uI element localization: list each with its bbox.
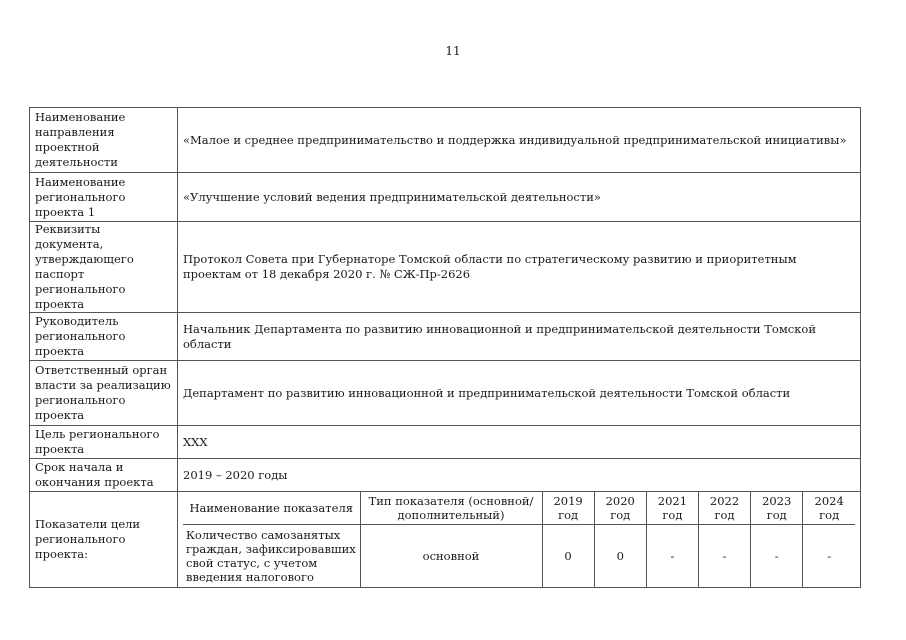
header-year: 2021 год xyxy=(646,492,698,524)
table-row xyxy=(30,173,861,222)
row-label: Руководитель регионального проекта xyxy=(30,313,178,361)
indicators-table xyxy=(183,492,855,587)
table-row xyxy=(30,459,861,492)
indicator-value: - xyxy=(646,524,698,587)
indicator-value: - xyxy=(698,524,750,587)
row-value: Департамент по развитию инновационной и предпринимательской деятельности Томской области xyxy=(178,361,861,426)
indicators-label: Показатели цели регионального проекта: xyxy=(30,492,178,588)
table-row xyxy=(30,222,861,313)
row-value: Протокол Совета при Губернаторе Томской области по стратегическому развитию и приоритетным проектам от 18 декабря 2020 г. № СЖ-Пр-2626 xyxy=(178,222,861,313)
indicator-value: - xyxy=(751,524,803,587)
header-indicator-type: Тип показателя (основной/дополнительный) xyxy=(360,492,542,524)
row-value: «Малое и среднее предпринимательство и поддержка индивидуальной предпринимательской инициативы» xyxy=(178,108,861,173)
row-label: Ответственный орган власти за реализацию регионального проекта xyxy=(30,361,178,426)
indicators-header-row xyxy=(183,492,855,524)
header-year: 2020 год xyxy=(594,492,646,524)
row-value: «Улучшение условий ведения предпринимательской деятельности» xyxy=(178,173,861,222)
indicator-type: основной xyxy=(360,524,542,587)
table-row xyxy=(30,361,861,426)
table-row xyxy=(30,426,861,459)
header-year: 2022 год xyxy=(698,492,750,524)
header-year: 2023 год xyxy=(751,492,803,524)
indicators-row xyxy=(30,492,861,588)
row-value: 2019 – 2020 годы xyxy=(178,459,861,492)
row-label: Наименование регионального проекта 1 xyxy=(30,173,178,222)
indicator-value: 0 xyxy=(594,524,646,587)
indicator-value: - xyxy=(803,524,855,587)
project-passport-table xyxy=(29,107,861,588)
indicators-cell xyxy=(178,492,861,588)
row-value: ХХХ xyxy=(178,426,861,459)
indicator-value: 0 xyxy=(542,524,594,587)
table-row xyxy=(30,108,861,173)
header-indicator-name: Наименование показателя xyxy=(183,492,360,524)
page-number: 11 xyxy=(445,44,461,58)
header-year: 2019 год xyxy=(542,492,594,524)
row-label: Наименование направления проектной деятельности xyxy=(30,108,178,173)
row-label: Срок начала и окончания проекта xyxy=(30,459,178,492)
row-label: Реквизиты документа, утверждающего паспорт регионального проекта xyxy=(30,222,178,313)
row-label: Цель регионального проекта xyxy=(30,426,178,459)
indicator-row xyxy=(183,524,855,587)
header-year: 2024 год xyxy=(803,492,855,524)
indicator-name: Количество самозанятых граждан, зафиксировавших свой статус, с учетом введения налогового xyxy=(183,524,360,587)
row-value: Начальник Департамента по развитию инновационной и предпринимательской деятельности Томской области xyxy=(178,313,861,361)
table-row xyxy=(30,313,861,361)
